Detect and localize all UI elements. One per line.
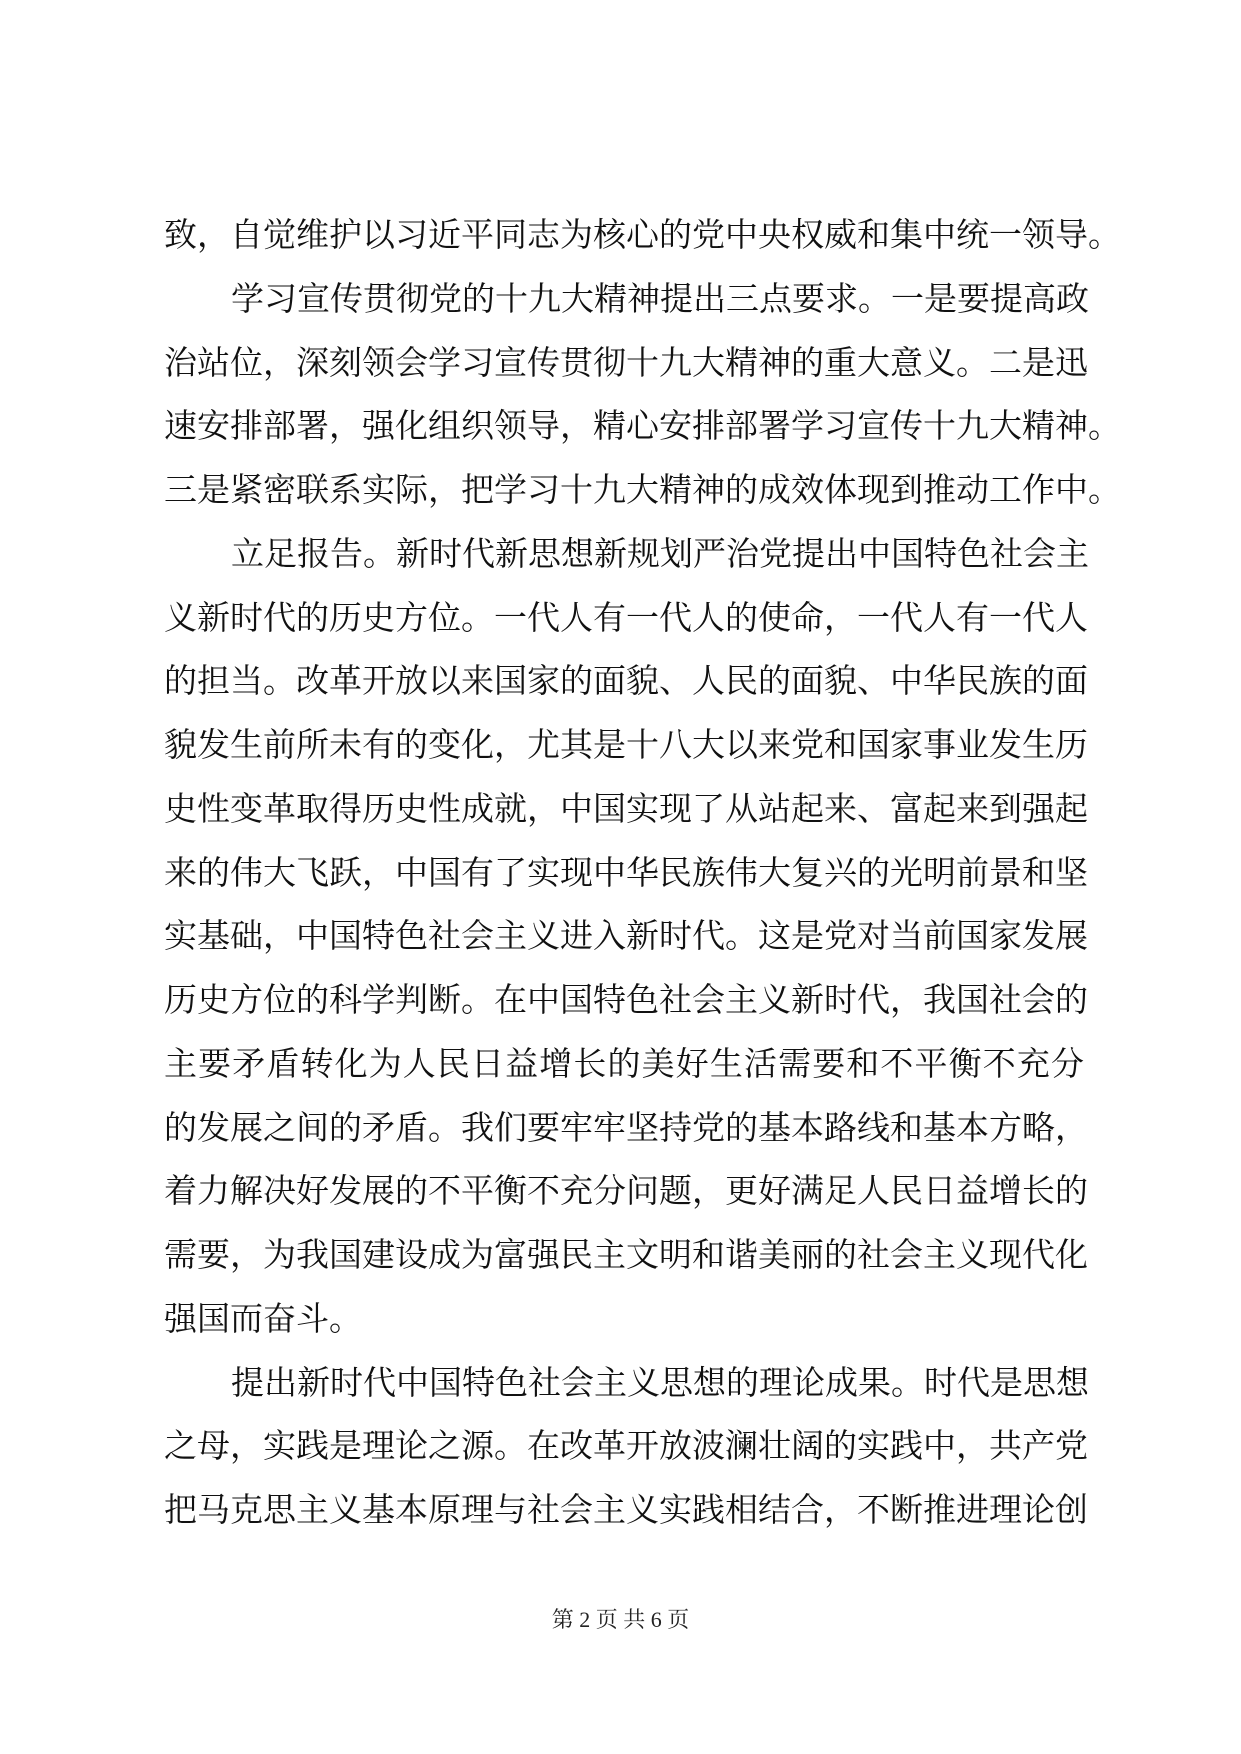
text-line: 的发展之间的矛盾。我们要牢牢坚持党的基本路线和基本方略， xyxy=(164,1107,1088,1147)
text-line: 实基础，中国特色社会主义进入新时代。这是党对当前国家发展 xyxy=(164,916,1088,956)
text-line: 致，自觉维护以习近平同志为核心的党中央权威和集中统一领导。 xyxy=(164,215,1121,254)
text-line: 需要，为我国建设成为富强民主文明和谐美丽的社会主义现代化 xyxy=(164,1235,1088,1274)
paragraph-first-line: 提出新时代中国特色社会主义思想的理论成果。时代是思想 xyxy=(231,1362,1089,1402)
text-line: 历史方位的科学判断。在中国特色社会主义新时代，我国社会的 xyxy=(164,980,1088,1019)
paragraph-last-line: 强国而奋斗。 xyxy=(164,1298,362,1338)
text-line: 速安排部署，强化组织领导，精心安排部署学习宣传十九大精神。 xyxy=(164,406,1121,446)
text-line: 把马克思主义基本原理与社会主义实践相结合，不断推进理论创 xyxy=(164,1490,1088,1529)
paragraph-first-line: 学习宣传贯彻党的十九大精神提出三点要求。一是要提高政 xyxy=(231,278,1089,318)
document-body xyxy=(164,203,1121,1542)
paragraph-first-line: 立足报告。新时代新思想新规划严治党提出中国特色社会主 xyxy=(231,533,1089,573)
text-line: 貌发生前所未有的变化，尤其是十八大以来党和国家事业发生历 xyxy=(164,725,1088,764)
text-line: 三是紧密联系实际，把学习十九大精神的成效体现到推动工作中。 xyxy=(164,470,1121,509)
text-line: 义新时代的历史方位。一代人有一代人的使命，一代人有一代人 xyxy=(164,597,1088,637)
text-line: 的担当。改革开放以来国家的面貌、人民的面貌、中华民族的面 xyxy=(164,661,1088,701)
text-line: 主要矛盾转化为人民日益增长的美好生活需要和不平衡不充分 xyxy=(164,1043,1084,1083)
text-line: 来的伟大飞跃，中国有了实现中华民族伟大复兴的光明前景和坚 xyxy=(164,852,1088,892)
text-line: 治站位，深刻领会学习宣传贯彻十九大精神的重大意义。二是迅 xyxy=(164,342,1088,382)
text-line: 史性变革取得历史性成就，中国实现了从站起来、富起来到强起 xyxy=(164,788,1088,828)
text-line: 之母，实践是理论之源。在改革开放波澜壮阔的实践中，共产党 xyxy=(164,1426,1088,1466)
text-line: 着力解决好发展的不平衡不充分问题，更好满足人民日益增长的 xyxy=(164,1171,1088,1211)
page-number-footer: 第 2 页 共 6 页 xyxy=(551,1607,690,1632)
